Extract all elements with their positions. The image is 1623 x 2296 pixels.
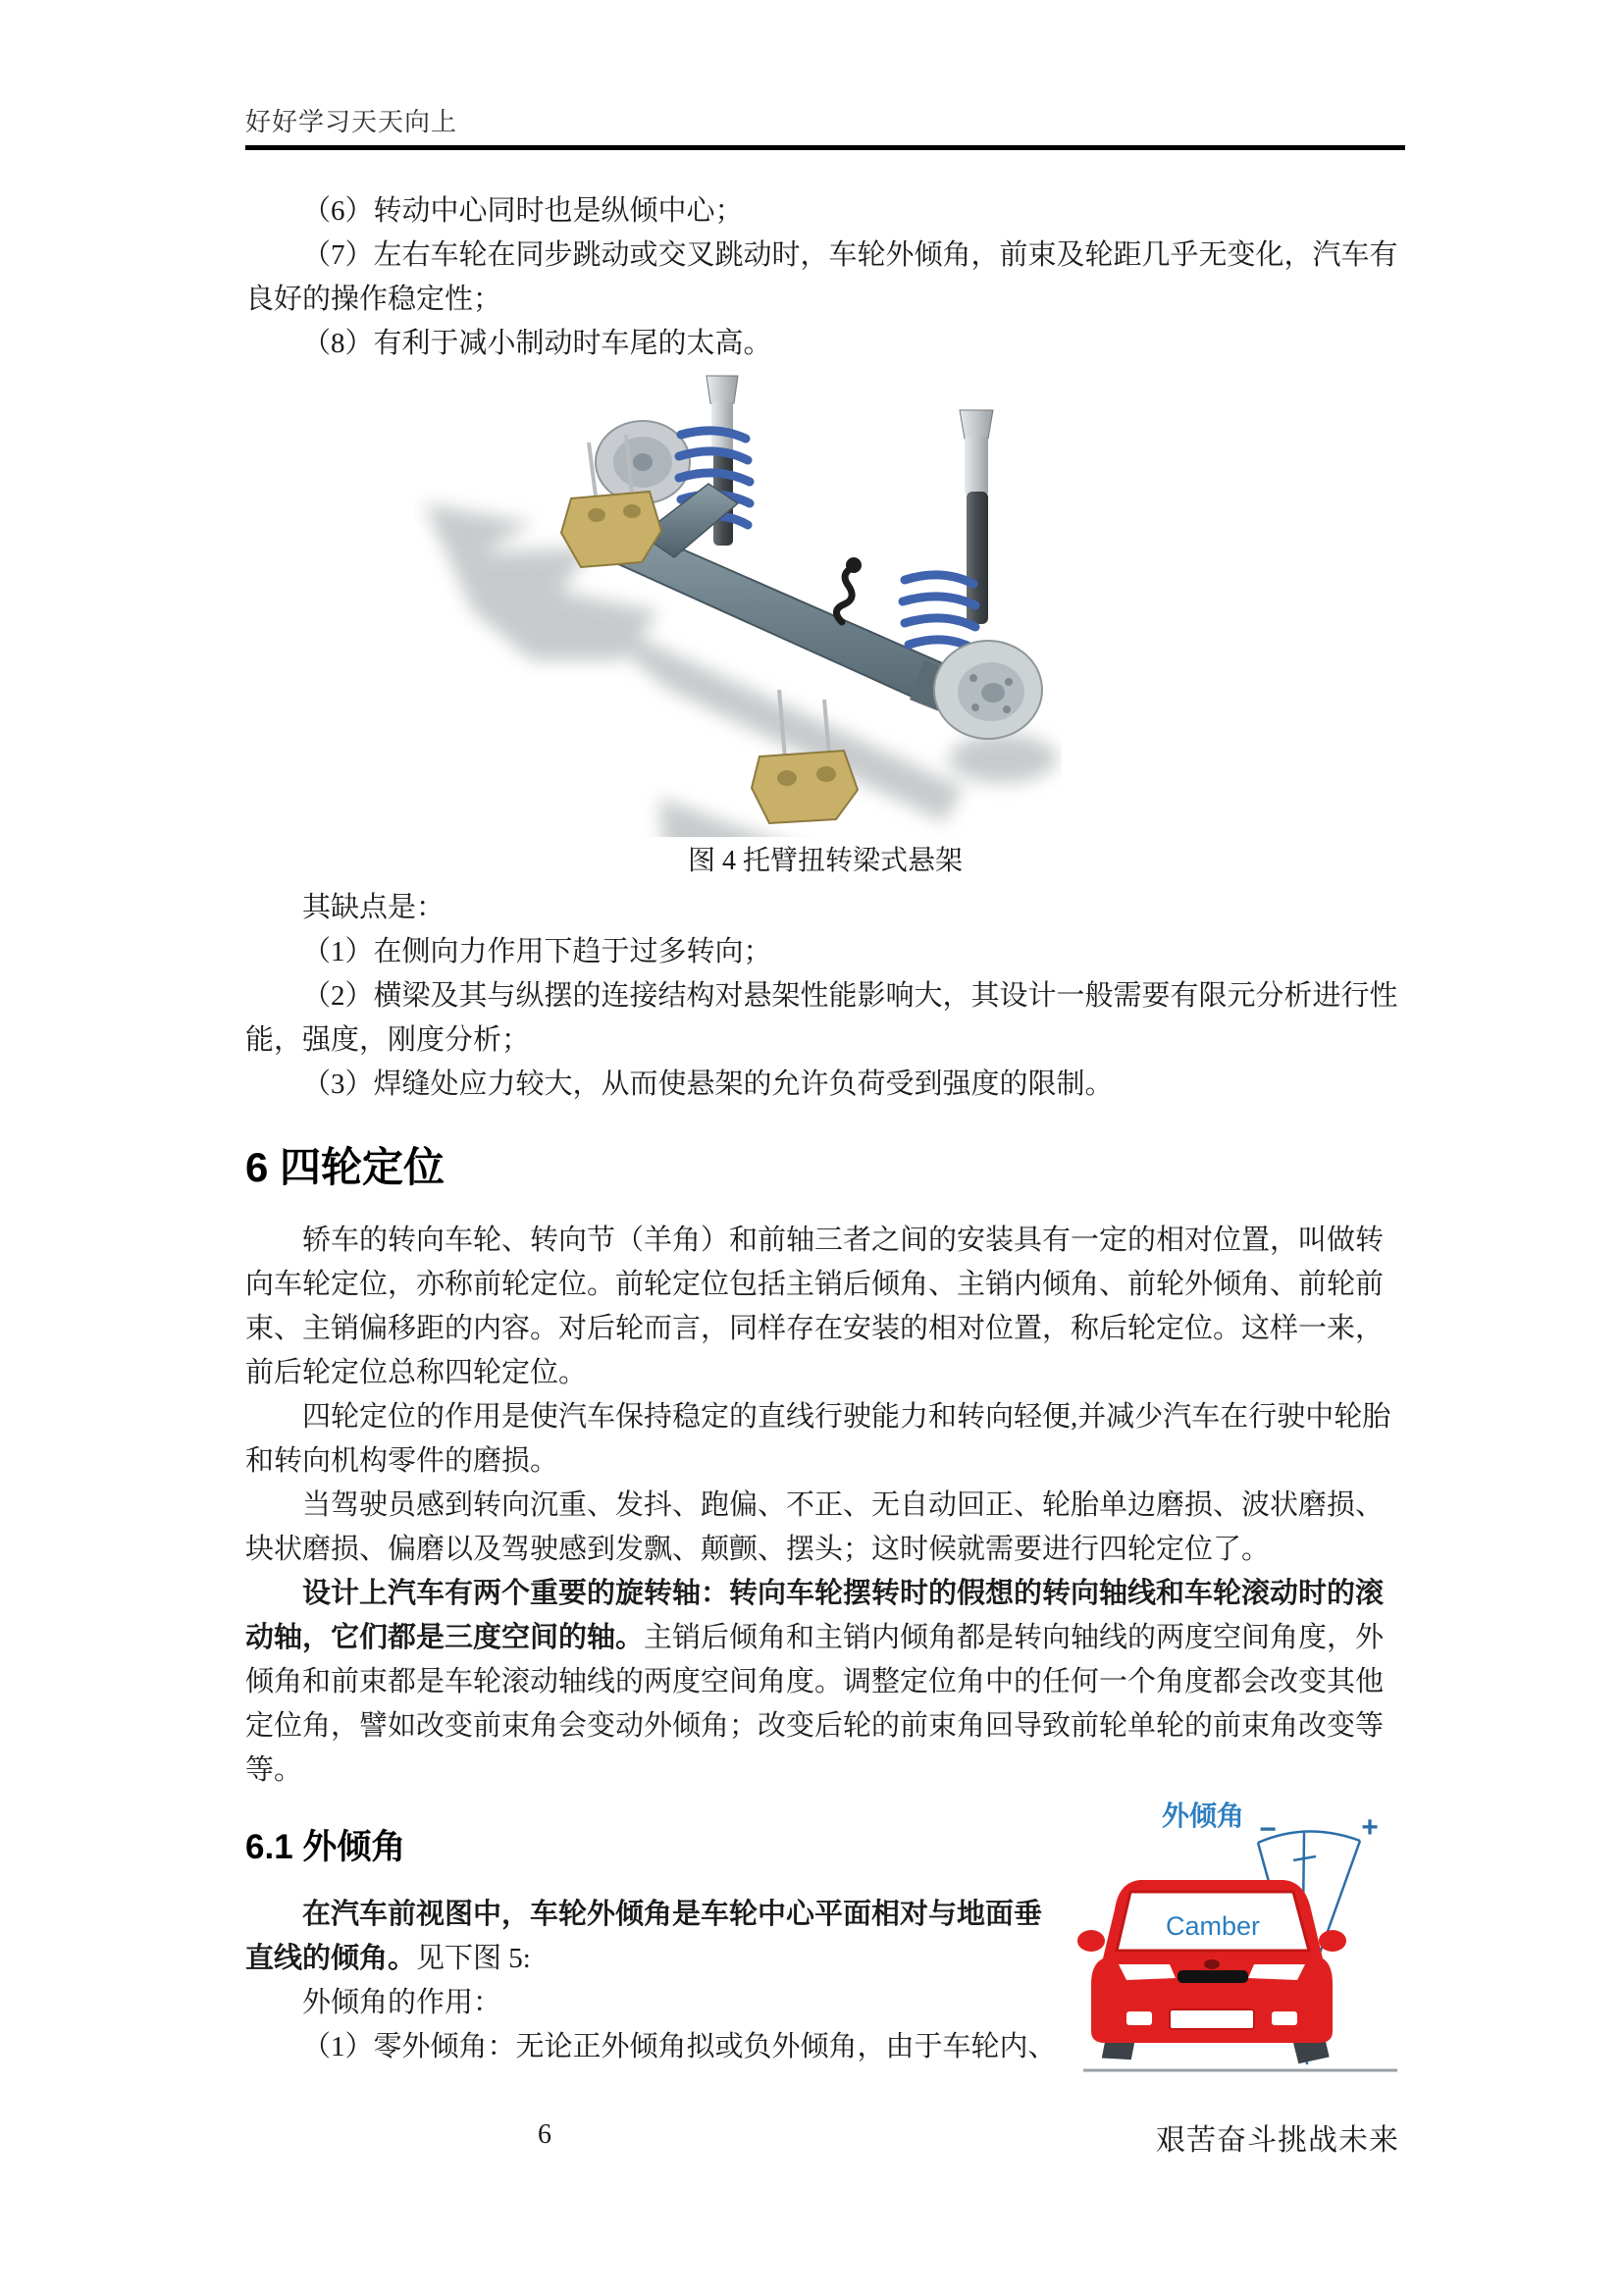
rotation-axes-paragraph: [245, 1572, 1405, 1793]
left-brake-drum: [596, 421, 690, 503]
defect-item-3: （3）焊缝处应力较大，从而使悬架的允许负荷受到强度的限制。: [302, 1069, 1114, 1100]
right-shock-absorber: [960, 410, 993, 624]
defect-item-1: （1）在侧向力作用下趋于过多转向；: [302, 936, 772, 967]
figure-4-suspension-image: [245, 366, 1405, 837]
camber-item-1: （1）零外倾角：无论正外倾角拟或负外倾角，由于车轮内、: [302, 2031, 1057, 2062]
page-number: 6: [538, 2119, 551, 2150]
section-heading-camber: 6.1 外倾角: [245, 1828, 406, 1866]
torsion-beam-suspension-illustration: [414, 366, 1062, 837]
camber-role-intro: 外倾角的作用：: [302, 1987, 502, 2018]
page-header-text: 好好学习天天向上: [245, 108, 458, 136]
footer-motto: 艰苦奋斗挑战未来: [1156, 2124, 1399, 2157]
body-column: [245, 189, 1405, 2069]
right-brake-drum: [934, 641, 1042, 739]
camber-plus-label: +: [1361, 1811, 1379, 1844]
figure-5-camber-image: [1075, 1792, 1405, 2086]
rotation-axes-rest: 主销后倾角和主销内倾角都是转向轴线的两度空间角度，外倾角和前束都是车轮滚动轴线的两度空间角度。调整定位角中的任何一个角度都会改变其他定位角，譬如改变前束角会变动外倾角；改变后轮的前束角回导致前轮单轮的前束角改变等等。: [245, 1622, 1385, 1786]
abs-sensor-wire: [836, 567, 854, 622]
defect-item-2: （2）横梁及其与纵摆的连接结构对悬架性能影响大，其设计一般需要有限元分析进行性能，强度，刚度分析；: [245, 980, 1398, 1056]
list-item-6: （6）转动中心同时也是纵倾中心；: [302, 195, 744, 227]
list-item-7: （7）左右车轮在同步跳动或交叉跳动时，车轮外倾角，前束及轮距几乎无变化，汽车有良好的操作稳定性；: [245, 239, 1398, 315]
camber-angle-illustration: [1075, 1792, 1405, 2086]
alignment-paragraph-3: 当驾驶员感到转向沉重、发抖、跑偏、不正、无自动回正、轮胎单边磨损、波状磨损、块状磨损、偏磨以及驾驶感到发飘、颠颤、摆头；这时候就需要进行四轮定位了。: [245, 1489, 1385, 1565]
list-item-8: （8）有利于减小制动时车尾的太高。: [302, 328, 772, 359]
alignment-paragraph-2: 四轮定位的作用是使汽车保持稳定的直线行驶能力和转向轻便,并减少汽车在行驶中轮胎和转向机构零件的磨损。: [245, 1401, 1391, 1477]
camber-figure-title: 外倾角: [1161, 1800, 1245, 1831]
car-front-view: [1077, 1880, 1346, 2043]
header-divider: [245, 145, 1405, 150]
camber-text-block: [245, 1893, 1060, 2069]
camber-minus-label: −: [1259, 1813, 1277, 1846]
camber-definition: [245, 1893, 1060, 1981]
camber-definition-rest: 见下图 5:: [416, 1943, 531, 1974]
right-coil-spring: [903, 575, 975, 649]
camber-car-label: Camber: [1165, 1911, 1261, 1941]
defects-intro: 其缺点是：: [302, 892, 445, 923]
alignment-paragraph-1: 轿车的转向车轮、转向节（羊角）和前轴三者之间的安装具有一定的相对位置，叫做转向车轮定位，亦称前轮定位。前轮定位包括主销后倾角、主销内倾角、前轮外倾角、前轮前束、主销偏移距的内容。对后轮而言，同样存在安装的相对位置，称后轮定位。这样一来，前后轮定位总称四轮定位。: [245, 1225, 1385, 1388]
camber-definition-bold: 在汽车前视图中，车轮外倾角是车轮中心平面相对与地面垂直线的倾角。: [245, 1899, 1043, 1974]
section-heading-wheel-alignment: 6 四轮定位: [245, 1144, 445, 1190]
figure-4-caption: 图 4 托臂扭转梁式悬架: [687, 846, 963, 876]
rotation-axes-bold-lead: 设计上汽车有两个重要的旋转轴：转向车轮摆转时的假想的转向轴线和车轮滚动时的滚动轴，它们都是三度空间的轴。: [245, 1578, 1385, 1653]
